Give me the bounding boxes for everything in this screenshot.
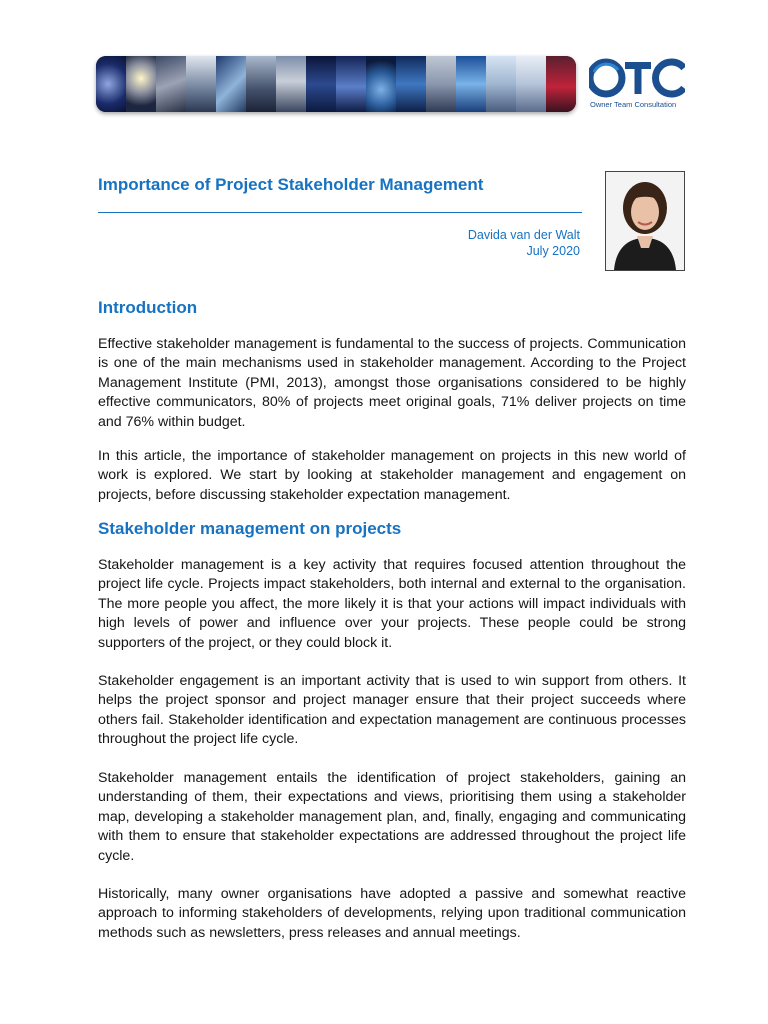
otc-logo-mark <box>589 58 685 98</box>
paragraph: Stakeholder engagement is an important activity that is used to win support from others. It helps the project sponsor and project manager ensure that their project succeeds where others fail. Stakeholder identification and expectation management are continuous processes throughout the project life cycle. <box>98 673 686 748</box>
logo-tagline: Owner Team Consultation <box>590 100 677 109</box>
author-block <box>468 227 580 259</box>
otc-logo <box>589 58 689 110</box>
article-title: Importance of Project Stakeholder Management <box>98 175 484 194</box>
section-heading-introduction: Introduction <box>98 298 198 317</box>
section-heading-stakeholder-management: Stakeholder management on projects <box>98 519 402 538</box>
paragraph: In this article, the importance of stakeholder management on projects in this new world of work is explored. We start by looking at stakeholder management and engagement on projects, before discussing stakeholder expectation management. <box>98 448 686 503</box>
author-name: Davida van der Walt <box>467 228 580 242</box>
paragraph: Historically, many owner organisations have adopted a passive and somewhat reactive approach to informing stakeholders of developments, relying upon traditional communication methods such as newsletters, press releases and annual meetings. <box>98 886 686 941</box>
title-divider <box>98 212 582 213</box>
paragraph: Stakeholder management is a key activity that requires focused attention throughout the project life cycle. Projects impact stakeholders, both internal and external to the organisation. The more people you affect, the more likely it is that your actions will impact individuals with high levels of power and influence over your projects. These people could be strong supporters of the project, or they could block it. <box>98 557 686 651</box>
header-banner-image <box>96 56 576 112</box>
publication-date: July 2020 <box>526 244 580 258</box>
author-photo <box>605 171 685 271</box>
paragraph: Stakeholder management entails the identification of project stakeholders, gaining an understanding of them, their expectations and views, prioritising them using a stakeholder map, developing a stakeholder management plan, and, finally, engaging and communicating with them to ensure that stakeholder expectations are addressed throughout the project life cycle. <box>98 770 686 864</box>
paragraph: Effective stakeholder management is fundamental to the success of projects. Communication is one of the main mechanisms used in stakeholder management. According to the Project Management Institute (PMI, 2013), amongst those organisations considered to be highly effective communicators, 80% of projects meet original goals, 71% deliver projects on time and 76% within budget. <box>98 336 686 430</box>
